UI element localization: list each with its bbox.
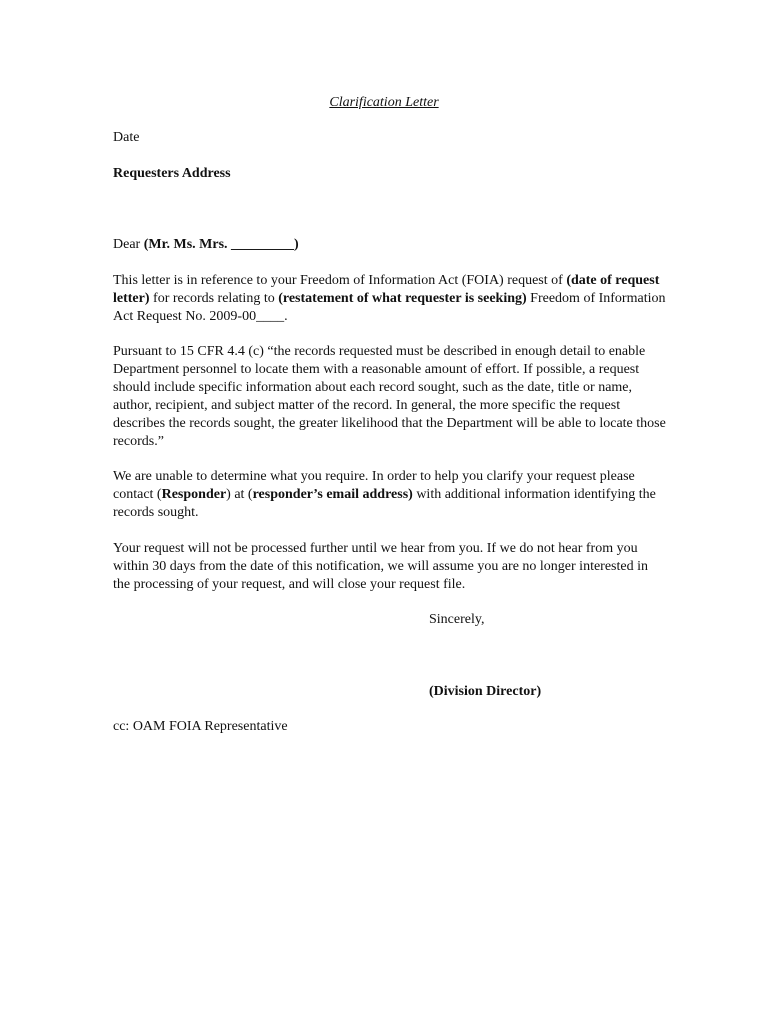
salutation xyxy=(113,236,668,254)
para1-text-1: This letter is in reference to your Freedom of Information Act (FOIA) request of xyxy=(113,273,567,288)
cc-line: cc: OAM FOIA Representative xyxy=(113,719,288,734)
para1-text-3: Freedom of Information Act Request No. 2009-00____. xyxy=(113,291,666,324)
requester-address: Requesters Address xyxy=(113,166,231,181)
para1-restatement-placeholder: (restatement of what requester is seeking) xyxy=(278,291,527,306)
paragraph-reference xyxy=(113,272,668,326)
paragraph-regulation: Pursuant to 15 CFR 4.4 (c) “the records requested must be described in enough detail to enable Department personnel to locate them with a reasonable amount of effort. If possible, a request should include specific information about each record sought, such as the date, title or name, author, recipient, and subject matter of the record. In general, the more specific the request describes the records sought, the greater likelihood that the Department will be able to locate those records.” xyxy=(113,344,666,449)
letter-title: Clarification Letter xyxy=(329,95,439,110)
para3-email: responder’s email address) xyxy=(252,487,413,502)
closing: Sincerely, xyxy=(429,612,485,627)
date-line: Date xyxy=(113,130,140,145)
para3-responder: Responder xyxy=(161,487,227,502)
para1-text-2: for records relating to xyxy=(149,291,279,306)
para3-text-2: ) at ( xyxy=(226,487,253,502)
signatory: (Division Director) xyxy=(429,684,542,699)
salutation-dear: Dear xyxy=(113,237,144,252)
para3-text-1: We are unable to determine what you require. In order to help you clarify your request please contact ( xyxy=(113,469,635,502)
paragraph-contact xyxy=(113,468,668,522)
para3-text-3: with additional information identifying the records sought. xyxy=(113,487,656,520)
para1-date-placeholder: (date of request letter) xyxy=(113,273,660,306)
salutation-name-placeholder: (Mr. Ms. Mrs. _________) xyxy=(143,237,299,252)
paragraph-deadline: Your request will not be processed further until we hear from you. If we do not hear from you within 30 days from the date of this notification, we will assume you are no longer interested in the processing of your request, and will close your request file. xyxy=(113,541,648,592)
